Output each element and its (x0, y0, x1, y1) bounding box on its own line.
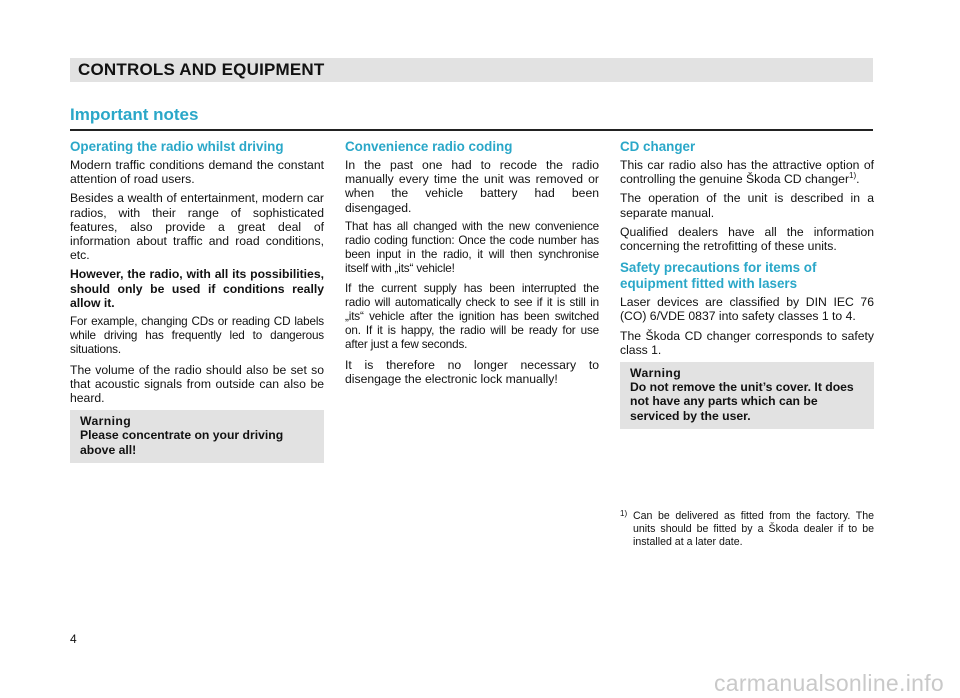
watermark: carmanualsonline.info (713, 670, 944, 696)
heading-operating-radio: Operating the radio whilst driving (70, 139, 284, 154)
paragraph: In the past one had to recode the radio manually every time the unit was removed or when the vehicle battery had been disengaged. (345, 158, 599, 215)
warning-text: Do not remove the unit’s cover. It does not have any parts which can be serviced by the user. (630, 380, 854, 423)
paragraph: Modern traffic conditions demand the constant attention of road users. (70, 158, 324, 187)
column-radio-driving (70, 139, 324, 463)
paragraph: If the current supply has been interrupted the radio will automatically check to see if it is still in „its“ vehicle after the ignition has been switched on. If it is happy, the radio will be ready for use after just a few seconds. (345, 281, 599, 352)
footnote-reference: 1) (849, 171, 857, 181)
warning-box (70, 410, 324, 463)
heading-laser-safety: Safety precautions for items of equipment fitted with lasers (620, 260, 817, 292)
column-cd-changer (620, 139, 874, 429)
paragraph: Besides a wealth of entertainment, modern car radios, with their range of sophisticated features, also provide a great deal of information about traffic and road conditions, etc. (70, 191, 324, 263)
warning-title: Warning (80, 414, 132, 429)
heading-radio-coding: Convenience radio coding (345, 139, 513, 154)
paragraph-end: . (856, 172, 860, 187)
chapter-header: CONTROLS AND EQUIPMENT (70, 58, 873, 82)
section-divider (70, 129, 873, 131)
section-title: Important notes (70, 105, 199, 124)
footnote (620, 510, 874, 548)
page-number: 4 (70, 632, 77, 646)
paragraph: Qualified dealers have all the information concerning the retrofitting of these units. (620, 224, 874, 254)
paragraph: For example, changing CDs or reading CD labels while driving has frequently led to dangerous situations. (70, 315, 324, 357)
paragraph-text: This car radio also has the attractive option of controlling the genuine Škoda CD changer (620, 158, 874, 187)
heading-cd-changer: CD changer (620, 139, 696, 154)
warning-text: Please concentrate on your driving above all! (80, 428, 284, 457)
warning-box (620, 362, 874, 429)
paragraph: It is therefore no longer necessary to disengage the electronic lock manually! (345, 357, 599, 386)
paragraph: The volume of the radio should also be set so that acoustic signals from outside can also be heard. (70, 362, 324, 406)
warning-title: Warning (630, 366, 682, 381)
paragraph-bold: However, the radio, with all its possibilities, should only be used if conditions really allow it. (70, 267, 324, 310)
footnote-mark: 1) (620, 509, 628, 518)
column-radio-coding (345, 139, 599, 391)
paragraph: The Škoda CD changer corresponds to safety class 1. (620, 328, 874, 357)
paragraph (620, 158, 874, 186)
paragraph: The operation of the unit is described in a separate manual. (620, 191, 874, 220)
paragraph: That has all changed with the new convenience radio coding function: Once the code number has been input in the radio, it will then synchronise itself with „its“ vehicle! (345, 219, 599, 276)
footnote-text: Can be delivered as fitted from the factory. The units should be fitted by a Škoda dealer if to be installed at a later date. (633, 510, 874, 548)
paragraph: Laser devices are classified by DIN IEC 76 (CO) 6/VDE 0837 into safety classes 1 to 4. (620, 295, 874, 324)
